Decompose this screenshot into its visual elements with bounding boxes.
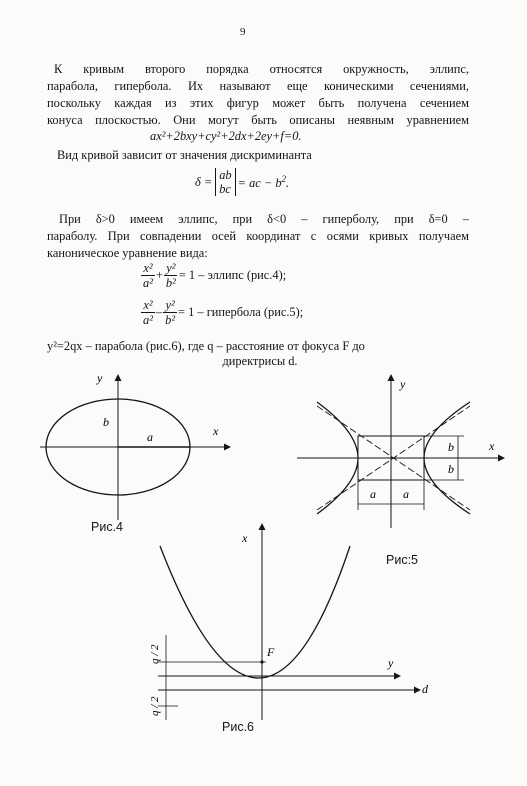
fig6-y-label: y [388,656,394,670]
ellipse-op: + [155,268,163,282]
ellipse-equation [140,261,286,290]
figure5-hyperbola [292,370,514,530]
fig6-d-label: d [422,682,428,696]
hyperbola-equation [140,298,303,327]
ellipse-den-a: a² [143,276,153,290]
hyperbola-num-y: y² [165,298,175,312]
parabola-line2: директрисы d. [222,354,298,368]
fig5-b-label2: b [448,462,454,476]
fig5-caption: Рис:5 [386,553,418,567]
ellipse-rhs: = 1 – эллипс (рис.4); [178,268,287,282]
matrix-row1: ab [219,168,232,182]
fig6-parabola-curve [160,546,350,678]
fig6-q-upper-label: q / 2 [149,644,161,664]
paragraph1-line1: К кривым второго порядка относятся окружность, эллипс, [54,62,469,76]
paragraph1-line3: поскольку каждая из этих фигур может быть получена сечением [47,96,469,110]
fig5-y-label: y [400,377,406,391]
paragraph3-line2: параболу. При совпадении осей координат с осями кривых получаем [47,229,469,243]
ellipse-frac-x [141,261,155,290]
parabola-line1: y²=2qx – парабола (рис.6), где q – расстояние от фокуса F до [47,339,365,353]
fig6-x-label: x [242,531,248,545]
ellipse-frac-y [164,261,178,290]
fig4-caption: Рис.4 [91,520,123,534]
paragraph1-line2: парабола, гипербола. Их называют еще коническими сечениями, [47,79,469,93]
hyperbola-den-a: a² [143,313,153,327]
ellipse-num-y: y² [166,261,176,275]
fig5-a-label1: a [370,487,376,501]
discriminant-rhs-base: = ac − b [237,176,282,191]
paragraph1-line4: конуса плоскостью. Они могут быть описаны неявным уравнением [47,113,469,127]
fig6-q-lower-label: q / 2 [149,696,161,716]
ellipse-num-x: x² [143,261,153,275]
ellipse-den-b: b² [165,276,176,290]
figure4-ellipse [30,370,245,530]
discriminant-rhs-exp: 2 [281,174,287,185]
figure6-parabola [138,520,438,725]
discriminant-matrix [215,168,235,196]
fig5-x-label: x [489,439,495,453]
page-number: 9 [240,26,246,38]
fig5-a-label2: a [403,487,409,501]
hyperbola-op: – [155,305,163,319]
discriminant-rhs-end: . [286,176,290,191]
discriminant-formula [195,168,289,196]
hyperbola-rhs: = 1 – гипербола (рис.5); [178,305,304,319]
discriminant-rhs [238,172,290,191]
fig5-b-label1: b [448,440,454,454]
hyperbola-frac-y [163,298,177,327]
fig4-y-label: y [97,371,103,385]
fig4-a-label: a [147,430,153,444]
fig4-b-label: b [103,415,109,429]
hyperbola-num-x: x² [143,298,153,312]
fig6-f-label: F [267,645,275,659]
paragraph3-line1: При δ>0 имеем эллипс, при δ<0 – гиперболу, при δ=0 – [59,212,469,226]
general-equation: ax²+2bxy+cy²+2dx+2ey+f=0. [150,129,302,143]
hyperbola-den-b: b² [165,313,176,327]
fig6-focus-point [260,660,263,663]
paragraph2: Вид кривой зависит от значения дискриминанта [57,148,312,162]
matrix-row2: bc [219,182,231,196]
hyperbola-frac-x [141,298,155,327]
paragraph3-line3: каноническое уравнение вида: [47,246,208,260]
fig4-x-label: x [213,424,219,438]
fig6-caption: Рис.6 [222,720,254,734]
discriminant-lhs: δ = [195,174,213,189]
